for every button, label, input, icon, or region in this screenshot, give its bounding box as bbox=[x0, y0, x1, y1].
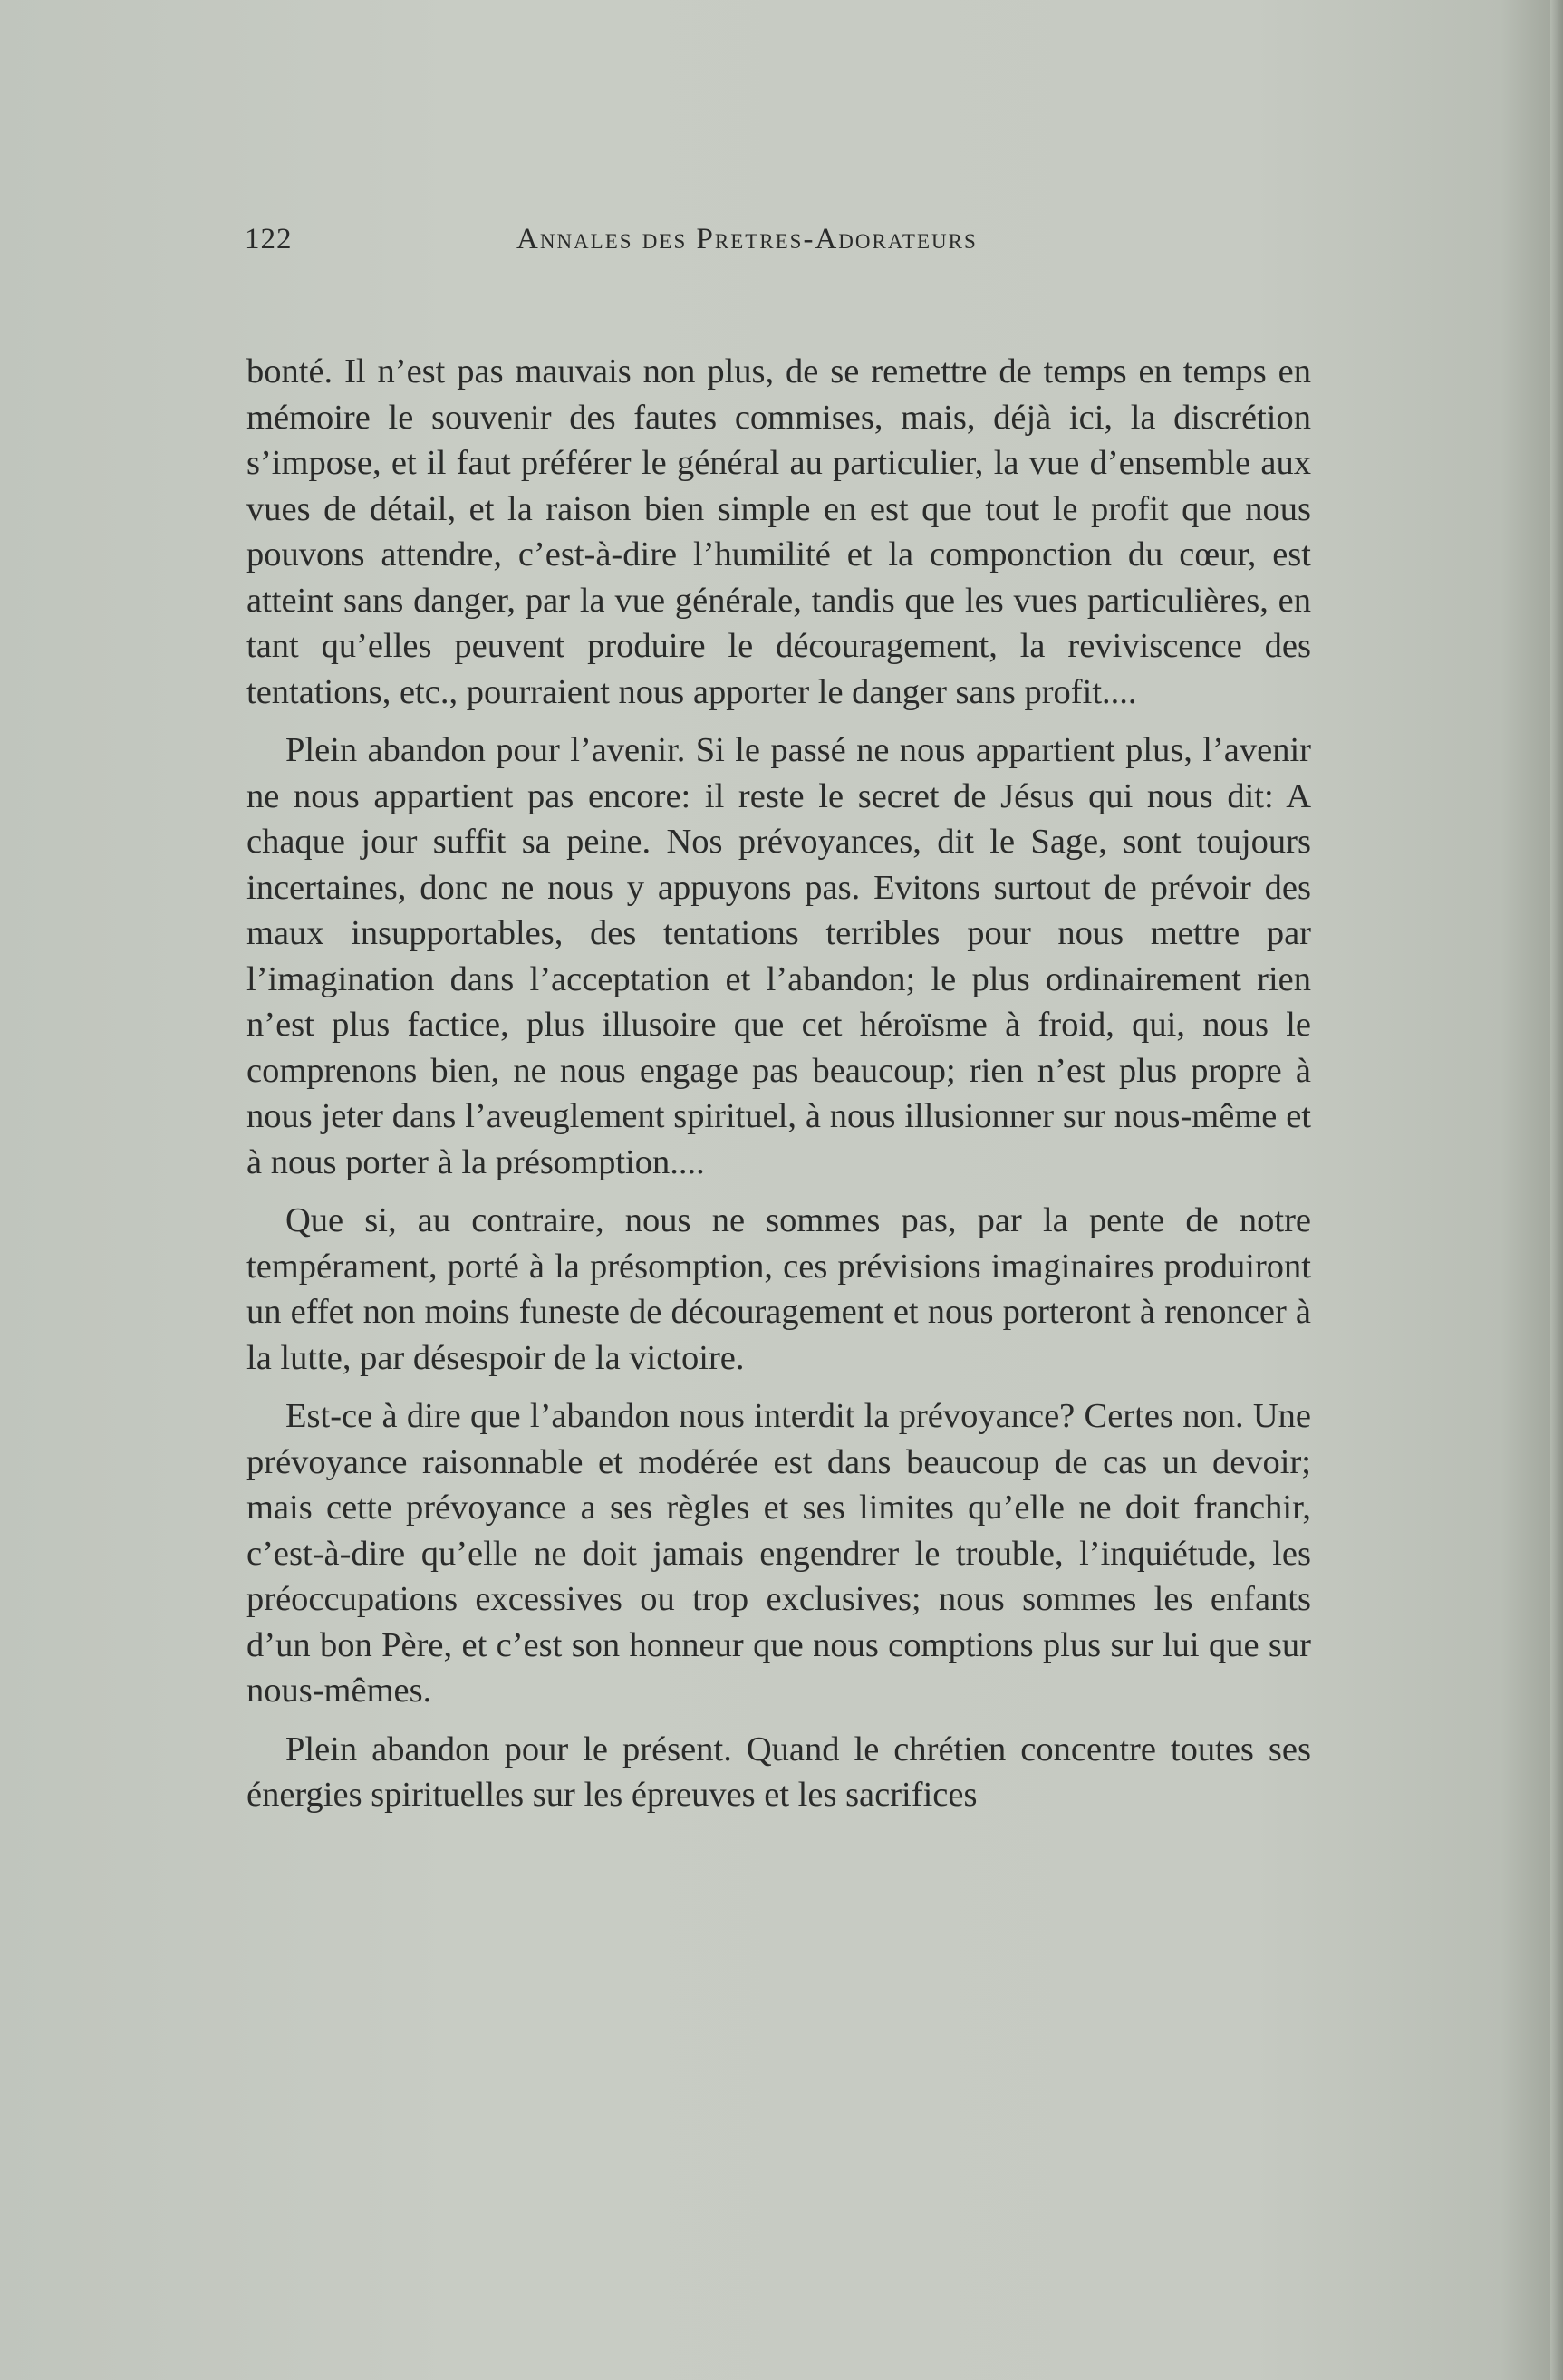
page-header bbox=[245, 223, 1314, 268]
paragraph-prevoyance: Est-ce à dire que l’abandon nous interdit la prévoyance? Certes non. Une prévoyance raisonnable et modérée est dans beaucoup de cas un devoir; mais cette prévoyance a ses règles et ses limites qu’elle ne doit franchir, c’est-à-dire qu’elle ne doit jamais engendrer le trouble, l’inquiétude, les préoccupations excessives ou trop exclusives; nous sommes les enfants d’un bon Père, et c’est son honneur que nous comptions plus sur lui que sur nous-mêmes. bbox=[246, 1397, 1311, 1710]
paragraph-avenir: Plein abandon pour l’avenir. Si le passé ne nous appartient plus, l’avenir ne nous appartient pas encore: il reste le secret de Jésus qui nous dit: A chaque jour suffit sa peine. Nos prévoyances, dit le Sage, sont toujours incertaines, donc ne nous y appuyons pas. Evitons surtout de prévoir des maux insupportables, des tentations terribles pour nous mettre par l’imagination dans l’acceptation et l’abandon; le plus ordinairement rien n’est plus factice, plus illusoire que cet héroïsme à froid, qui, nous le comprenons bien, ne nous engage pas beaucoup; rien n’est plus propre à nous jeter dans l’aveuglement spirituel, à nous illusionner sur nous-même et à nous porter à la présomption.... bbox=[246, 731, 1311, 1181]
running-title: Annales des Pretres-Adorateurs bbox=[516, 223, 978, 255]
page-edge-shadow bbox=[1550, 0, 1563, 2380]
page-number: 122 bbox=[245, 223, 293, 255]
paragraph-present: Plein abandon pour le présent. Quand le chrétien concentre toutes ses énergies spirituelles sur les épreuves et les sacrifices bbox=[246, 1730, 1311, 1814]
paragraph-continuation: bonté. Il n’est pas mauvais non plus, de se remettre de temps en temps en mémoire le souvenir des fautes commises, mais, déjà ici, la discrétion s’impose, et il faut préférer le général au particulier, la vue d’ensemble aux vues de détail, et la raison bien simple en est que tout le profit que nous pouvons attendre, c’est-à-dire l’humilité et la componction du cœur, est atteint sans danger, par la vue générale, tandis que les vues particulières, en tant qu’elles peuvent produire le découragement, la reviviscence des tentations, etc., pourraient nous apporter le danger sans profit.... bbox=[246, 352, 1311, 711]
body-text bbox=[246, 349, 1311, 1831]
paragraph-que-si: Que si, au contraire, nous ne sommes pas, par la pente de notre tempérament, porté à la présomption, ces prévisions imaginaires produiront un effet non moins funeste de découragement et nous porteront à renoncer à la lutte, par désespoir de la victoire. bbox=[246, 1201, 1311, 1377]
